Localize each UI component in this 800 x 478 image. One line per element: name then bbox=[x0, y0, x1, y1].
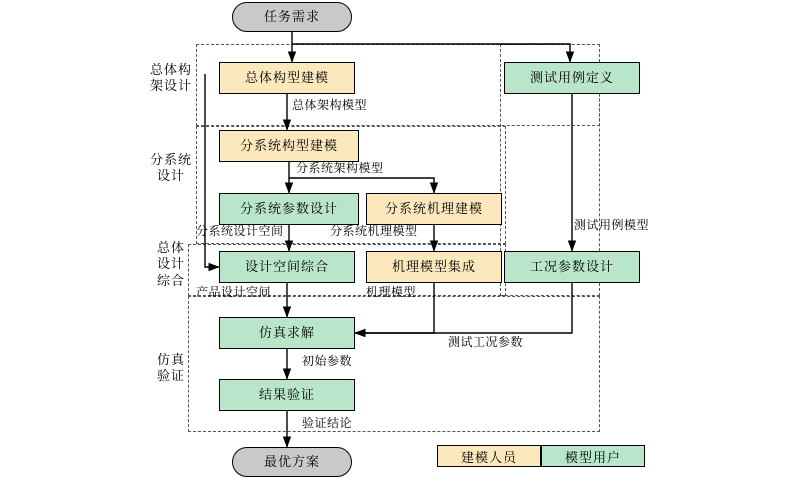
node-subsystem-configuration-modeling[interactable] bbox=[219, 130, 359, 162]
node-result-verification[interactable] bbox=[219, 379, 355, 411]
node-mechanism-model-integration-label: 机理模型集成 bbox=[391, 259, 476, 275]
legend-modeling-personnel bbox=[437, 445, 541, 467]
group-label-overall-architecture bbox=[148, 62, 194, 95]
group-label-subsystem-design bbox=[148, 152, 194, 185]
group-label-overall-integration-line2: 设计 bbox=[156, 256, 185, 272]
node-operating-condition-parameter-design-label: 工况参数设计 bbox=[529, 259, 614, 275]
group-label-overall-integration bbox=[150, 240, 192, 289]
node-subsystem-mechanism-modeling[interactable] bbox=[366, 193, 502, 225]
legend-model-user bbox=[541, 445, 645, 467]
node-mechanism-model-integration[interactable] bbox=[366, 251, 502, 283]
group-label-subsystem-design-line2: 设计 bbox=[156, 168, 185, 184]
terminal-end-label: 最优方案 bbox=[263, 454, 320, 470]
node-test-case-definition[interactable] bbox=[504, 62, 640, 94]
node-subsystem-parameter-design-label: 分系统参数设计 bbox=[239, 201, 338, 217]
legend-modeling-personnel-label: 建模人员 bbox=[460, 449, 517, 465]
terminal-start-label: 任务需求 bbox=[263, 9, 320, 25]
group-label-overall-integration-line3: 综合 bbox=[156, 272, 185, 288]
node-subsystem-mechanism-modeling-label: 分系统机理建模 bbox=[384, 201, 483, 217]
group-label-simulation-verification-line1: 仿真 bbox=[156, 352, 185, 367]
node-test-case-definition-label: 测试用例定义 bbox=[529, 70, 614, 86]
edge-label-verification-conclusion: 验证结论 bbox=[302, 416, 353, 430]
node-design-space-integration-label: 设计空间综合 bbox=[244, 259, 329, 275]
edge-label-subsystem-architecture-model: 分系统架构模型 bbox=[296, 161, 384, 175]
edge-label-initial-parameters: 初始参数 bbox=[302, 354, 353, 368]
edge-label-mechanism-model: 机理模型 bbox=[366, 285, 417, 299]
edge-label-subsystem-mechanism-model: 分系统机理模型 bbox=[330, 224, 418, 238]
legend-model-user-label: 模型用户 bbox=[564, 449, 621, 465]
node-simulation-solving-label: 仿真求解 bbox=[258, 325, 315, 341]
group-label-overall-architecture-line1: 总体构 bbox=[149, 62, 192, 77]
group-label-overall-architecture-line2: 架设计 bbox=[149, 78, 192, 94]
edge-label-product-design-space: 产品设计空间 bbox=[196, 285, 272, 299]
node-subsystem-parameter-design[interactable] bbox=[219, 193, 359, 225]
terminal-start bbox=[232, 2, 352, 32]
group-label-simulation-verification bbox=[150, 352, 192, 385]
node-simulation-solving[interactable] bbox=[219, 317, 355, 349]
edge-label-subsystem-design-space: 分系统设计空间 bbox=[196, 224, 284, 238]
group-label-overall-integration-line1: 总体 bbox=[156, 240, 185, 255]
terminal-end bbox=[232, 447, 352, 477]
node-result-verification-label: 结果验证 bbox=[258, 387, 315, 403]
node-design-space-integration[interactable] bbox=[219, 251, 355, 283]
group-label-simulation-verification-line2: 验证 bbox=[156, 368, 185, 384]
edge-label-test-operating-condition-parameters: 测试工况参数 bbox=[448, 335, 524, 349]
node-operating-condition-parameter-design[interactable] bbox=[504, 251, 640, 283]
node-overall-configuration-modeling-label: 总体构型建模 bbox=[244, 70, 329, 86]
node-overall-configuration-modeling[interactable] bbox=[219, 62, 355, 94]
group-label-subsystem-design-line1: 分系统 bbox=[149, 152, 192, 167]
edge-label-overall-architecture-model: 总体架构模型 bbox=[292, 98, 368, 112]
node-subsystem-configuration-modeling-label: 分系统构型建模 bbox=[239, 138, 338, 154]
edge-label-test-case-model: 测试用例模型 bbox=[574, 218, 650, 232]
